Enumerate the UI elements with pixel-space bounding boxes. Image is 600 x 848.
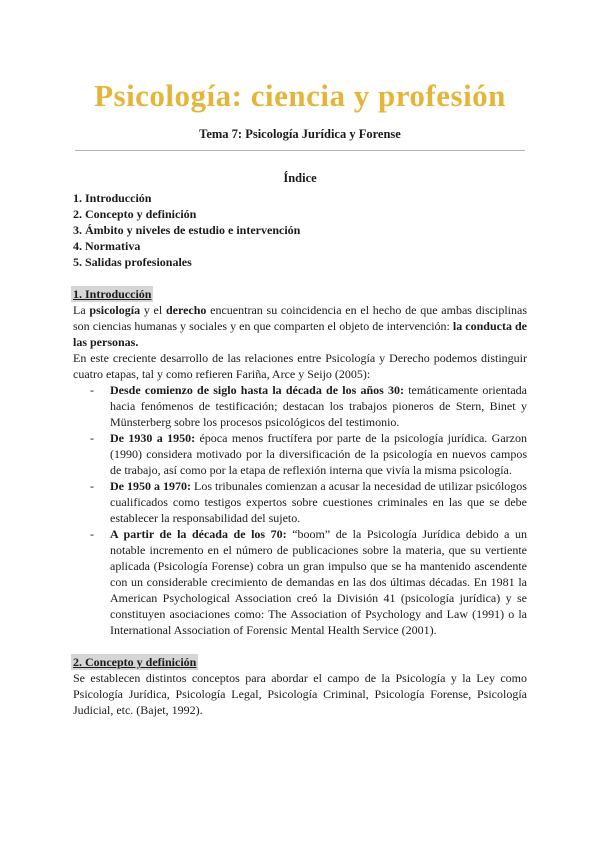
- index-item: 1. Introducción: [73, 191, 152, 205]
- section-heading: 1. Introducción: [73, 287, 152, 301]
- bold-term: psicología: [89, 303, 141, 317]
- list-item: - De 1950 a 1970: Los tribunales comienzan a acusar la necesidad de utilizar psicólogos cualificados como testigos expertos sobre cuestiones criminales en las que se debe establecer la responsabilidad del sujeto.: [90, 479, 527, 525]
- document-body: [73, 170, 527, 718]
- paragraph: En este creciente desarrollo de las relaciones entre Psicología y Derecho podemos distinguir cuatro etapas, tal y como refieren Fariña, Arce y Seijo (2005):: [73, 351, 527, 381]
- section-concepto: [73, 654, 527, 718]
- list-item: - A partir de la década de los 70: “boom” de la Psicología Jurídica debido a un notable incremento en el número de publicaciones sobre la materia, que su vertiente aplicada (Psicología Forense) cobra un gran impulso que se ha mantenido ascendente con un considerable crecimiento de demandas en las dos últimas décadas. En 1981 la American Psychological Association creó la División 41 (psicología jurídica) y se constituyen asociaciones como: The Association of Psychology and Law (1991) o la International Association of Forensic Mental Health Service (2001).: [90, 527, 527, 637]
- paragraph: Se establecen distintos conceptos para abordar el campo de la Psicología y la Ley como Psicología Jurídica, Psicología Legal, Psicología Criminal, Psicología Forense, Psicología Judicial, etc. (Bajet, 1992).: [73, 671, 527, 717]
- stage-label: A partir de la década de los 70:: [110, 527, 287, 541]
- stage-label: De 1950 a 1970:: [110, 479, 192, 493]
- paragraph: La psicología y el derecho encuentran su coincidencia en el hecho de que ambas disciplinas son ciencias humanas y sociales y en que comparten el objeto de intervención: la conducta de las personas.: [73, 303, 528, 349]
- bold-term: derecho: [165, 303, 207, 317]
- title-divider: [75, 150, 525, 151]
- stage-label: De 1930 a 1950:: [110, 431, 196, 445]
- list-item: - Desde comienzo de siglo hasta la década de los años 30: temáticamente orientada hacia fenómenos de testificación; destacan los trabajos pioneros de Stern, Binet y Münsterberg sobre los procesos psicológicos del testimonio.: [90, 383, 528, 429]
- index-item: 5. Salidas profesionales: [73, 255, 192, 269]
- section-heading: 2. Concepto y definición: [73, 655, 197, 669]
- document-subtitle: Tema 7: Psicología Jurídica y Forense: [199, 127, 401, 141]
- index-heading: Índice: [283, 171, 317, 185]
- section-introduccion: [73, 286, 527, 638]
- index-item: 4. Normativa: [73, 239, 141, 253]
- index-item: 2. Concepto y definición: [73, 207, 197, 221]
- stage-label: Desde comienzo de siglo hasta la década de los años 30:: [110, 383, 404, 397]
- bold-term: la conducta de las personas.: [73, 319, 527, 349]
- document-title: Psicología: ciencia y profesión: [94, 78, 506, 113]
- index-item: 3. Ámbito y niveles de estudio e intervención: [73, 223, 301, 237]
- index-list: [73, 190, 527, 270]
- list-item: - De 1930 a 1950: época menos fructífera por parte de la psicología jurídica. Garzon (1990) considera motivado por la diversificación de la psicología en nuevos campos de trabajo, así como por la etapa de reflexión interna que vivía la misma psicología.: [90, 431, 527, 477]
- stage-list: [73, 382, 527, 638]
